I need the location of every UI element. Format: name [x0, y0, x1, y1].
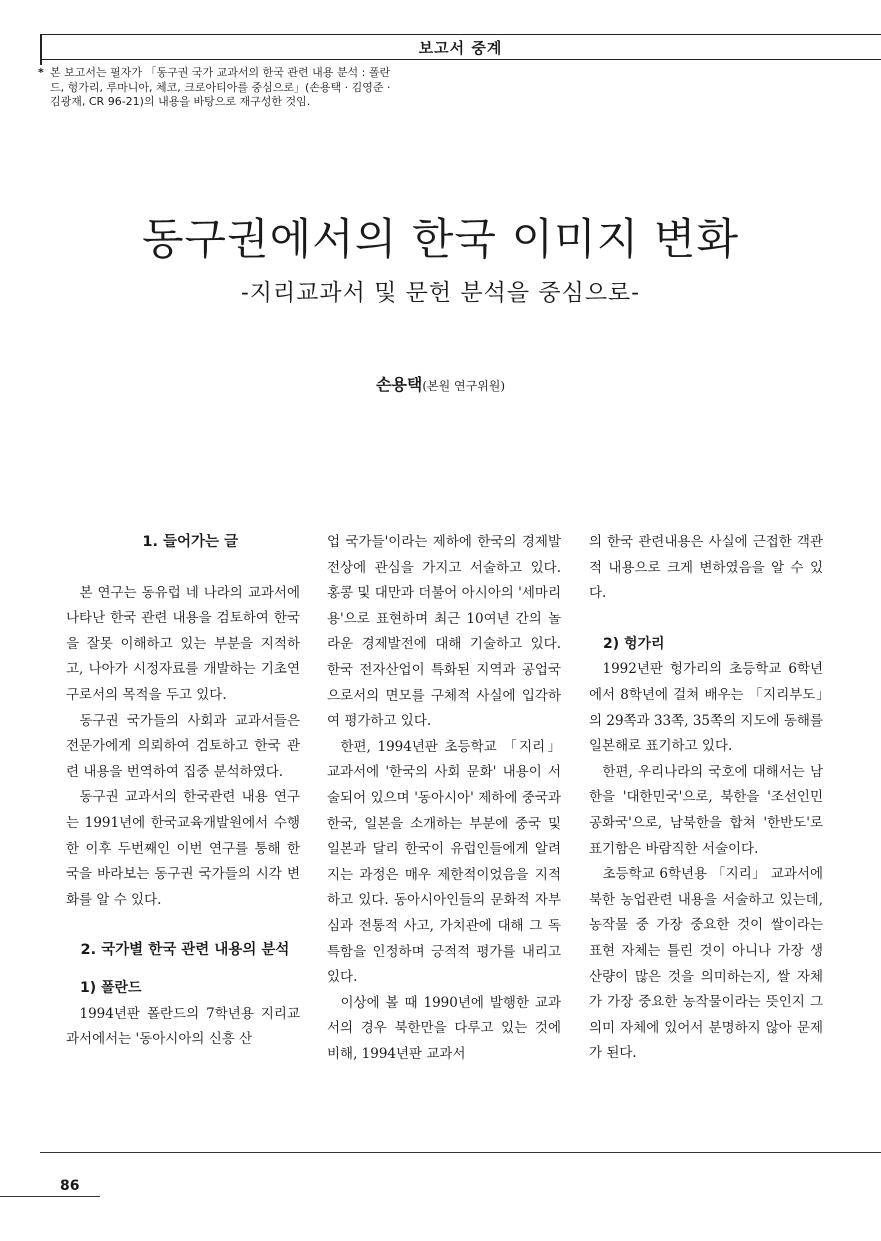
page-number: 86 [60, 1178, 80, 1194]
paragraph: 1992년판 헝가리의 초등학교 6학년에서 8학년에 걸쳐 배우는 「지리부도」의 29쪽과 33쪽, 35쪽의 지도에 동해를 일본해로 표기하고 있다. [589, 661, 823, 755]
paragraph: 의 한국 관련내용은 사실에 근접한 객관적 내용으로 크게 변하였음을 알 수 있다. [589, 534, 823, 602]
paragraph: 초등학교 6학년용 「지리」 교과서에 북한 농업관련 내용을 서술하고 있는데, 농작물 중 가장 중요한 것이 쌀이라는 표현 자체는 틀린 것이 아니나 가장 생산량이 많은 것을 의미하는지, 쌀 자체가 가장 중요한 농작물이라는 뜻인지 그 의미 자체에 있어서 분명하지 않아 문제가 된다. [589, 866, 823, 1062]
bottom-rule [40, 1152, 881, 1153]
paragraph: 1994년판 폴란드의 7학년용 지리교과서에서는 '동아시아의 신흥 산 [66, 1005, 300, 1048]
report-header-bar [40, 34, 881, 60]
paragraph: 동구권 교과서의 한국관련 내용 연구는 1991년에 한국교육개발원에서 수행한 이후 두번째인 이번 연구를 통해 한국을 바라보는 동구권 국가들의 시각 변화를 알 수 있다. [66, 789, 300, 908]
author-line [0, 372, 881, 395]
section-heading: 2. 국가별 한국 관련 내용의 분석 [80, 942, 290, 959]
article-title: 동구권에서의 한국 이미지 변화 [142, 215, 739, 265]
footnote-marker: * [38, 66, 44, 79]
paragraph: 업 국가들'이라는 제하에 한국의 경제발전상에 관심을 가지고 서술하고 있다. 홍콩 및 대만과 더불어 아시아의 '세마리 용'으로 표현하며 최근 10여년 간의 놀라운 경제발전에 대해 기술하고 있다. 한국 전자산업이 특화된 지역과 공업국으로서의 면모를 구체적 사실에 입각하여 평가하고 있다. [327, 534, 561, 730]
footnote [40, 66, 400, 110]
paragraph: 동구권 국가들의 사회과 교과서들은 전문가에게 의뢰하여 검토하고 한국 관련 내용을 번역하여 집중 분석하였다. [66, 712, 300, 780]
paragraph: 본 연구는 동유럽 네 나라의 교과서에 나타난 한국 관련 내용을 검토하여 한국을 잘못 이해하고 있는 부분을 지적하고, 나아가 시정자료를 개발하는 기초연구로서의 목적을 두고 있다. [66, 584, 300, 703]
article-subtitle: -지리교과서 및 문헌 분석을 중심으로- [240, 280, 641, 306]
paragraph: 한편, 1994년판 초등학교 「지리」 교과서에 '한국의 사회 문화' 내용이 서술되어 있으며 '동아시아' 제하에 중국과 한국, 일본을 소개하는 부분에 중국 및 일본과 달리 한국이 유럽인들에게 알려지는 과정은 매우 제한적이었음을 지적하고 있다. 동아시아인들의 문화적 자부심과 전통적 사고, 가치관에 대해 그 독특함을 인정하며 긍적적 평가를 내리고 있다. [327, 738, 561, 986]
footnote-text: 본 보고서는 필자가 「동구권 국가 교과서의 한국 관련 내용 분석 : 폴란드, 헝가리, 루마니아, 체코, 크로아티아를 중심으로」(손용택 · 김영준 · 김광재, CR 96-21)의 내용을 바탕으로 재구성한 것임. [50, 66, 391, 108]
text-column-2 [327, 530, 561, 1067]
text-column-1 [66, 530, 300, 1053]
section-heading: 1. 들어가는 글 [142, 534, 239, 550]
section-header-label: 보고서 중계 [418, 39, 503, 57]
subsection-heading: 2) 헝가리 [603, 635, 665, 652]
paragraph: 이상에 볼 때 1990년에 발행한 교과서의 경우 북한만을 다루고 있는 것에 비해, 1994년판 교과서 [327, 994, 561, 1062]
author-name: 손용택 [375, 375, 423, 394]
author-affiliation: (본원 연구위원) [422, 379, 506, 393]
text-column-3 [589, 530, 823, 1067]
page-number-rule [0, 1196, 100, 1197]
subsection-heading: 1) 폴란드 [80, 979, 142, 996]
paragraph: 한편, 우리나라의 국호에 대해서는 남한을 '대한민국'으로, 북한을 '조선인민공화국'으로, 남북한을 합쳐 '한반도'로 표기함은 바람직한 서술이다. [589, 763, 823, 857]
